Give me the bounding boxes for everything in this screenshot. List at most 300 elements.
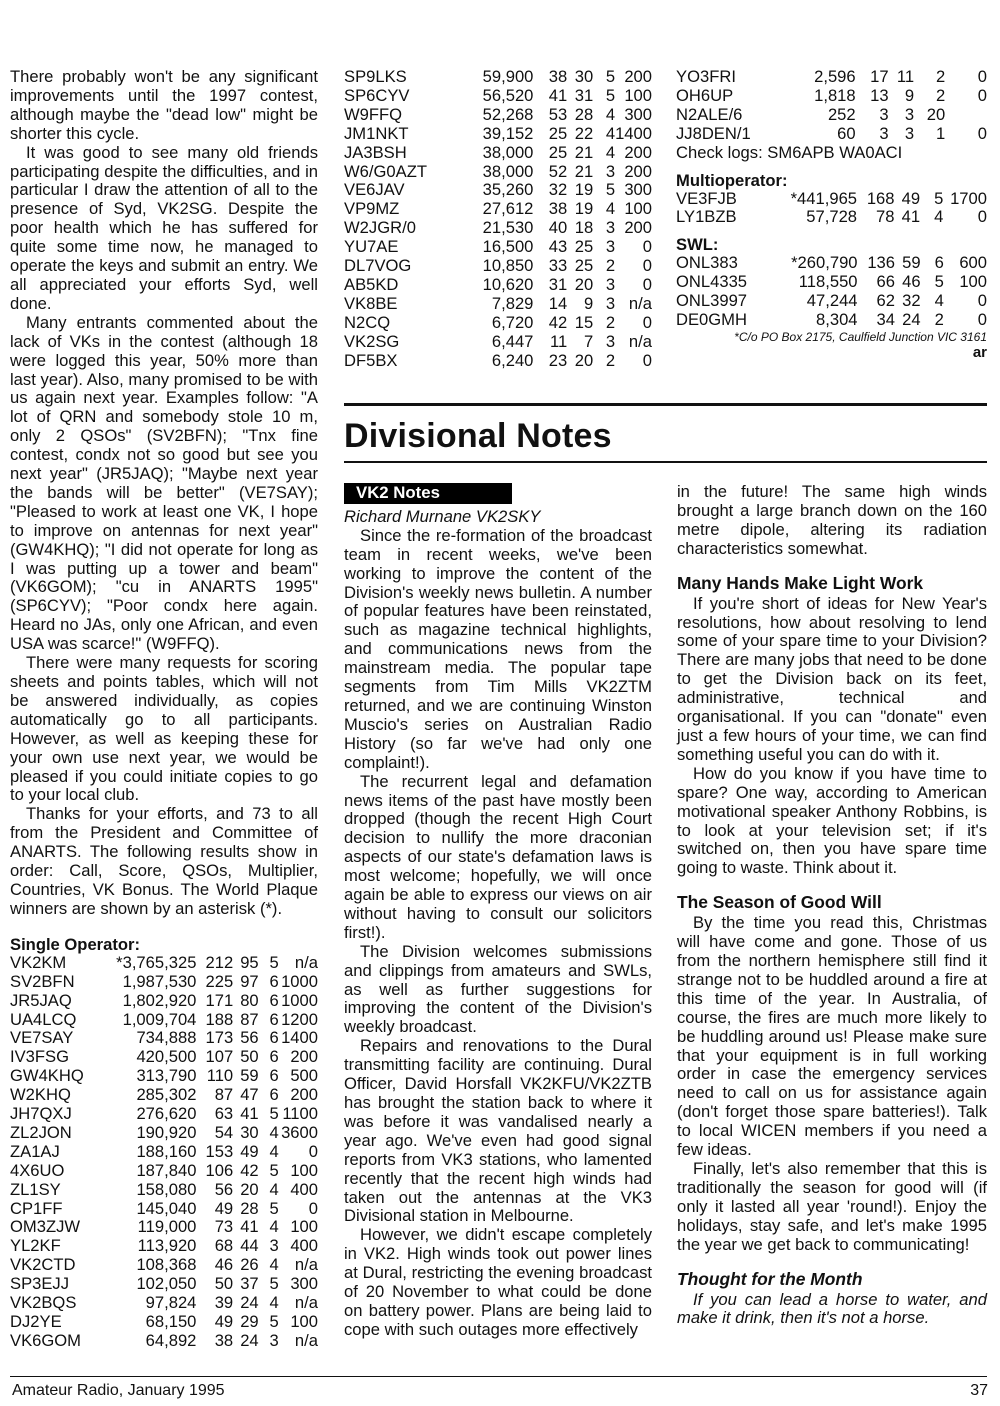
score-cell: 188,160: [136, 1141, 197, 1161]
score-cell: 5: [269, 1274, 279, 1294]
score-cell: 52: [548, 161, 568, 181]
score-cell: 35,260: [482, 180, 534, 200]
table-row: [10, 1048, 318, 1067]
callsign-cell: SP3EJJ: [10, 1274, 70, 1294]
results-list-right: [676, 68, 987, 363]
score-cell: 30: [240, 1122, 259, 1142]
score-cell: 50: [240, 1047, 259, 1067]
score-cell: n/a: [294, 1293, 318, 1313]
table-row: [344, 352, 652, 371]
score-cell: 188: [205, 1009, 234, 1029]
score-cell: 200: [624, 218, 652, 238]
score-cell: 0: [642, 256, 652, 276]
score-cell: n/a: [294, 1255, 318, 1275]
score-cell: 87: [214, 1085, 234, 1105]
score-cell: 5: [269, 1198, 279, 1218]
score-cell: 38,000: [482, 142, 534, 162]
callsign-cell: W2KHQ: [10, 1085, 71, 1105]
score-cell: 300: [624, 180, 652, 200]
table-row: [10, 1011, 318, 1030]
score-cell: 9: [583, 293, 594, 313]
table-row: [10, 1181, 318, 1200]
score-cell: 11: [550, 331, 568, 351]
score-cell: 31: [574, 85, 594, 105]
score-cell: 21,530: [482, 218, 534, 238]
swl-heading: SWL:: [676, 235, 719, 255]
table-row: [10, 1313, 318, 1332]
score-cell: 34: [876, 310, 895, 330]
score-cell: 0: [308, 1198, 318, 1218]
table-row: [10, 992, 318, 1011]
callsign-cell: N2ALE/6: [676, 104, 743, 124]
score-cell: 500: [290, 1066, 318, 1086]
score-cell: 600: [959, 253, 987, 273]
score-cell: 3: [605, 237, 616, 257]
table-row: [10, 973, 318, 992]
score-cell: 54: [214, 1122, 234, 1142]
score-cell: 200: [624, 67, 652, 86]
score-cell: 100: [959, 272, 987, 292]
page-title: Divisional Notes: [344, 417, 612, 455]
score-cell: 24: [240, 1293, 259, 1313]
score-cell: 49: [214, 1198, 234, 1218]
score-cell: 32: [902, 291, 921, 311]
table-row: [344, 276, 652, 295]
table-row: [344, 257, 652, 276]
score-cell: 49: [214, 1312, 234, 1331]
check-logs: Check logs: SM6APB WA0ACI: [676, 142, 903, 162]
score-cell: 38,000: [482, 161, 534, 181]
score-cell: 7: [583, 331, 594, 351]
score-cell: 59: [902, 253, 921, 273]
callsign-cell: DE0GMH: [676, 310, 747, 330]
callsign-cell: W6/G0AZT: [344, 161, 427, 181]
score-cell: 95: [240, 952, 259, 972]
score-cell: 4: [605, 142, 616, 162]
score-cell: n/a: [294, 952, 318, 972]
score-cell: 47: [240, 1085, 259, 1105]
score-cell: 4: [269, 1293, 279, 1313]
score-cell: 7,829: [491, 293, 534, 313]
table-row: [10, 1256, 318, 1275]
score-cell: 2,596: [814, 67, 856, 86]
table-row: [10, 1029, 318, 1048]
swl-table: [676, 254, 987, 330]
single-operator-table-cont: [344, 68, 652, 371]
score-cell: 17: [870, 67, 889, 86]
score-cell: 56: [214, 1179, 234, 1199]
score-cell: 6: [269, 1028, 279, 1048]
score-cell: 734,888: [136, 1028, 197, 1048]
score-cell: 5: [269, 952, 279, 972]
score-cell: 0: [977, 85, 987, 105]
score-cell: 187,840: [136, 1160, 197, 1180]
score-cell: 113,920: [137, 1236, 197, 1256]
score-cell: 5: [934, 272, 944, 292]
score-cell: 200: [624, 142, 652, 162]
score-cell: 20: [240, 1179, 259, 1199]
callsign-cell: DJ2YE: [10, 1312, 62, 1331]
score-cell: 50: [214, 1274, 234, 1294]
score-cell: 3: [605, 161, 616, 181]
score-cell: 5: [269, 1312, 279, 1331]
score-cell: 38: [548, 199, 568, 219]
address-footnote: *C/o PO Box 2175, Caulfield Junction VIC 3161: [734, 329, 987, 344]
score-cell: 38: [214, 1330, 234, 1350]
callsign-cell: GW4KHQ: [10, 1066, 84, 1086]
callsign-cell: SP6CYV: [344, 85, 410, 105]
score-cell: 252: [827, 104, 856, 124]
score-cell: 153: [205, 1141, 234, 1161]
table-row: [344, 333, 652, 352]
table-row: [676, 68, 987, 87]
score-cell: *441,965: [790, 188, 858, 208]
score-cell: 3: [605, 293, 616, 313]
score-cell: 400: [290, 1236, 318, 1256]
score-cell: 1,818: [814, 85, 856, 105]
score-cell: 110: [206, 1066, 234, 1086]
score-cell: 313,790: [136, 1066, 197, 1086]
score-cell: 16,500: [482, 237, 534, 257]
score-cell: n/a: [628, 331, 652, 351]
score-cell: 41: [548, 85, 568, 105]
score-cell: 43: [548, 237, 568, 257]
table-row: [676, 125, 987, 144]
table-row: [10, 1218, 318, 1237]
score-cell: n/a: [294, 1330, 318, 1350]
score-cell: 49: [240, 1141, 259, 1161]
score-cell: 1400: [281, 1028, 318, 1048]
paragraph: However, we didn't escape completely in VK2. High winds took out power lines at Dural, restricting the evening broadcast of 20 November to what could be done on battery power. Plans are being laid to cope with such outages more effectively: [344, 1225, 652, 1339]
score-cell: 21: [574, 142, 594, 162]
score-cell: 22: [574, 123, 594, 143]
callsign-cell: VK6GOM: [10, 1330, 82, 1350]
single-operator-table-end: [676, 68, 987, 144]
single-operator-table: [10, 954, 318, 1351]
score-cell: 25: [574, 237, 594, 257]
score-cell: 19: [574, 199, 594, 219]
callsign-cell: UA4LCQ: [10, 1009, 77, 1029]
callsign-cell: JR5JAQ: [10, 990, 72, 1010]
callsign-cell: W9FFQ: [344, 104, 403, 124]
callsign-cell: ZL2JON: [10, 1122, 72, 1142]
table-row: [344, 314, 652, 333]
footer-publication: Amateur Radio, January 1995: [12, 1382, 225, 1399]
score-cell: 285,302: [136, 1085, 197, 1105]
score-cell: 0: [977, 310, 987, 330]
score-cell: 41: [240, 1217, 259, 1237]
score-cell: 59,900: [482, 67, 534, 86]
paragraph: It was good to see many old friends participating despite the difficulties, and in particular I draw the attention of all to the presence of Syd, VK2SG. Despite the poor health which he has suffered for quite some time now, he managed to operate the keys and submit an entry. We all appreciated your efforts Syd, well done.: [10, 142, 318, 313]
score-cell: 6: [269, 1085, 279, 1105]
table-row: [676, 254, 987, 273]
table-row: [676, 273, 987, 292]
score-cell: 32: [548, 180, 568, 200]
score-cell: 97: [240, 971, 259, 991]
score-cell: 5: [934, 188, 944, 208]
score-cell: 3: [605, 274, 616, 294]
score-cell: 4: [269, 1217, 279, 1237]
score-cell: 0: [977, 207, 987, 227]
vk2-notes-body: [344, 527, 652, 1340]
score-cell: 3: [879, 123, 889, 143]
score-cell: 0: [642, 350, 652, 370]
score-cell: 6: [269, 1066, 279, 1086]
callsign-cell: JJ8DEN/1: [676, 123, 751, 143]
score-cell: 37: [240, 1274, 259, 1294]
subheading-many-hands: Many Hands Make Light Work: [677, 572, 924, 593]
results-commentary: [10, 68, 318, 919]
score-cell: 57,728: [806, 207, 858, 227]
score-cell: 33: [548, 256, 568, 276]
score-cell: 28: [574, 104, 594, 124]
score-cell: 100: [290, 1217, 318, 1237]
table-row: [10, 1143, 318, 1162]
score-cell: 1700: [950, 188, 987, 208]
callsign-cell: DL7VOG: [344, 256, 412, 276]
callsign-cell: JM1NKT: [344, 123, 409, 143]
results-list-middle: [344, 68, 652, 371]
table-row: [676, 87, 987, 106]
score-cell: 41: [240, 1104, 259, 1124]
table-row: [10, 1237, 318, 1256]
score-cell: 1000: [281, 971, 318, 991]
score-cell: 3: [904, 104, 915, 124]
paragraph: The Division welcomes submissions and clippings from amateurs and SWLs, as well as further suggestions for improving the content of the Division's weekly broadcast.: [344, 941, 652, 1037]
multioperator-table: [676, 190, 987, 228]
score-cell: 97,824: [145, 1293, 197, 1313]
callsign-cell: AB5KD: [344, 274, 399, 294]
score-cell: 212: [205, 952, 234, 972]
callsign-cell: VK8BE: [344, 293, 398, 313]
score-cell: 119,000: [137, 1217, 197, 1237]
score-cell: 4: [605, 123, 616, 143]
score-cell: [945, 106, 987, 125]
score-cell: 4: [605, 104, 616, 124]
score-cell: 0: [977, 67, 987, 86]
score-cell: 6,447: [491, 331, 534, 351]
callsign-cell: VE7SAY: [10, 1028, 74, 1048]
score-cell: 4: [269, 1179, 279, 1199]
score-cell: 20: [574, 350, 594, 370]
score-cell: 200: [290, 1047, 318, 1067]
score-cell: 4: [934, 207, 944, 227]
score-cell: 30: [574, 67, 594, 86]
callsign-cell: VK2CTD: [10, 1255, 76, 1275]
score-cell: 1,802,920: [122, 990, 197, 1010]
score-cell: 20: [926, 104, 946, 124]
score-cell: 20: [574, 274, 594, 294]
score-cell: 102,050: [136, 1274, 197, 1294]
score-cell: 52,268: [482, 104, 534, 124]
table-row: [676, 106, 987, 125]
callsign-cell: SP9LKS: [344, 67, 407, 86]
score-cell: 2: [605, 350, 616, 370]
score-cell: 53: [548, 104, 568, 124]
callsign-cell: YL2KF: [10, 1236, 61, 1256]
callsign-cell: YO3FRI: [676, 67, 736, 86]
score-cell: 39,152: [482, 123, 534, 143]
table-row: [344, 181, 652, 200]
table-row: [10, 1124, 318, 1143]
table-row: [344, 144, 652, 163]
paragraph: How do you know if you have time to spare? One way, according to American motivational speaker Anthony Robbins, is to look at your television set; if it's switched on, then you have spare time going to waste. Think about it.: [677, 763, 987, 878]
score-cell: 38: [548, 67, 568, 86]
score-cell: 173: [205, 1028, 234, 1048]
score-cell: n/a: [628, 293, 652, 313]
score-cell: 0: [977, 123, 987, 143]
score-cell: 40: [548, 218, 568, 238]
table-row: [676, 311, 987, 330]
score-cell: 6,240: [491, 350, 534, 370]
subheading-thought-month: Thought for the Month: [677, 1268, 863, 1289]
score-cell: 5: [605, 85, 616, 105]
callsign-cell: LY1BZB: [676, 207, 737, 227]
score-cell: 3: [269, 1330, 279, 1350]
score-cell: 1,987,530: [122, 971, 197, 991]
score-cell: 100: [290, 1312, 318, 1331]
score-cell: 9: [904, 85, 915, 105]
score-cell: 4: [605, 199, 616, 219]
title-underline: [344, 461, 987, 463]
callsign-cell: VE6JAV: [344, 180, 405, 200]
column-right: [677, 483, 987, 1328]
score-cell: 19: [574, 180, 594, 200]
table-row: [676, 190, 987, 209]
score-cell: 6: [269, 1047, 279, 1067]
callsign-cell: 4X6UO: [10, 1160, 65, 1180]
season-good-will-body: [677, 914, 987, 1254]
score-cell: 29: [240, 1312, 259, 1331]
column-middle: [344, 483, 652, 1340]
callsign-cell: N2CQ: [344, 312, 391, 332]
callsign-cell: YU7AE: [344, 237, 399, 257]
score-cell: 168: [866, 188, 895, 208]
score-cell: 10,850: [482, 256, 534, 276]
score-cell: 15: [574, 312, 594, 332]
score-cell: 1200: [281, 1009, 318, 1029]
callsign-cell: VK2KM: [10, 952, 67, 972]
score-cell: 2: [935, 67, 946, 86]
score-cell: 46: [902, 272, 921, 292]
table-row: [344, 238, 652, 257]
score-cell: 300: [290, 1274, 318, 1294]
score-cell: 100: [624, 85, 652, 105]
score-cell: 0: [642, 274, 652, 294]
score-cell: 0: [642, 237, 652, 257]
paragraph: Repairs and renovations to the Dural transmitting facility are continuing. Dural Officer, David Horsfall VK2KFU/VK2ZTB has brought the station back to where it was before it was vandalised nearly a year ago. We've even had good signal reports from VK3 stations, who lamented recently that the recent high winds had taken out the antennas at the VK3 Divisional station in Melbourne.: [344, 1036, 652, 1226]
score-cell: 300: [624, 104, 652, 124]
score-cell: 14: [548, 293, 568, 313]
score-cell: 3: [605, 331, 616, 351]
score-cell: 56: [240, 1028, 259, 1048]
table-row: [10, 1294, 318, 1313]
callsign-cell: ONL4335: [676, 272, 748, 292]
score-cell: 68: [214, 1236, 234, 1256]
score-cell: 100: [290, 1160, 318, 1180]
callsign-cell: VK2BQS: [10, 1293, 77, 1313]
score-cell: 200: [290, 1085, 318, 1105]
score-cell: 25: [548, 142, 568, 162]
table-row: [344, 295, 652, 314]
score-cell: 24: [902, 310, 921, 330]
score-cell: *3,765,325: [116, 952, 197, 972]
column-left: [10, 68, 318, 1351]
callsign-cell: ONL383: [676, 253, 738, 273]
paragraph: Since the re-formation of the broadcast team in recent weeks, we've been working to improve the content of the Division's weekly news bulletin. A number of popular features have been reinstated, such as magazine technical highlights, and communications news from the mainstream media. The popular tape segments from Tim Mills VK2ZTM returned, and we are continuing Winston Muscio's series on Australian Radio History (so far we've had only one complaint!).: [344, 525, 652, 772]
paragraph: The recurrent legal and defamation news items of the past have mostly been dropped (though the recent High Court decision to nullify the more draconian aspects of our state's defamation laws is most welcome; hopefully, we will once again be able to express our views on air without having to consult our solicitors first!).: [344, 771, 652, 942]
score-cell: 26: [240, 1255, 259, 1275]
score-cell: 6,720: [491, 312, 534, 332]
score-cell: 3: [879, 104, 889, 124]
paragraph: If you're short of ideas for New Year's resolutions, how about resolving to lend some of your spare time to your Division? There are many jobs that need to be done to get the Division back on its feet, administrative, technical and organisational. If you can "donate" even just a few hours of your time, we can find something useful you can do with it.: [677, 593, 987, 764]
continued-paragraph: in the future! The same high winds brought a large branch down on the 160 metre dipole, altering its radiation characteristics somewhat.: [677, 482, 987, 558]
score-cell: 64,892: [145, 1330, 197, 1350]
score-cell: 2: [934, 310, 944, 330]
table-row: [10, 1275, 318, 1294]
callsign-cell: DF5BX: [344, 350, 398, 370]
score-cell: 63: [214, 1104, 234, 1124]
multioperator-heading: Multioperator:: [676, 170, 788, 190]
score-cell: 25: [574, 256, 594, 276]
callsign-cell: VK2SG: [344, 331, 400, 351]
score-cell: 106: [205, 1160, 234, 1180]
score-cell: 66: [876, 272, 895, 292]
score-cell: 4: [269, 1255, 279, 1275]
paragraph: By the time you read this, Christmas will have come and gone. Those of us from the northern hemisphere still find it strange not to be huddled around a fire at this time of the year. In Australia, of course, the fires are much more likely to be huddling around us! Please make sure that your equipment is in full working order in case the emergency services need to call on us for assistance again (don't forget those spare batteries!). Talk to local WICEN members if you need a few ideas.: [677, 913, 987, 1160]
score-cell: 108,368: [136, 1255, 197, 1275]
score-cell: 2: [605, 256, 616, 276]
score-cell: 6: [934, 253, 944, 273]
footer-rule: [10, 1376, 987, 1377]
score-cell: 6: [269, 1009, 279, 1029]
table-row: [344, 219, 652, 238]
score-cell: 6: [269, 971, 279, 991]
score-cell: 1400: [615, 123, 652, 143]
single-operator-heading: Single Operator:: [10, 934, 141, 954]
score-cell: 2: [935, 85, 946, 105]
callsign-cell: W2JGR/0: [344, 218, 416, 238]
score-cell: 1000: [281, 990, 318, 1010]
score-cell: 1: [935, 123, 946, 143]
score-cell: 47,244: [806, 291, 858, 311]
callsign-cell: ZL1SY: [10, 1179, 61, 1199]
score-cell: 73: [214, 1217, 234, 1237]
score-cell: 2: [605, 312, 616, 332]
table-row: [344, 87, 652, 106]
score-cell: 4: [269, 1122, 279, 1142]
score-cell: 4: [269, 1141, 279, 1161]
byline: Richard Murnane VK2SKY: [344, 506, 541, 526]
score-cell: 0: [642, 312, 652, 332]
score-cell: 4: [934, 291, 944, 311]
score-cell: 59: [240, 1066, 259, 1086]
paragraph: There probably won't be any significant improvements until the 1997 contest, although maybe the "dead low" might be shorter this cycle.: [10, 67, 318, 143]
score-cell: 3: [904, 123, 915, 143]
score-cell: 1100: [282, 1104, 318, 1124]
score-cell: 5: [605, 67, 616, 86]
table-row: [10, 1105, 318, 1124]
score-cell: *260,790: [791, 253, 858, 273]
score-cell: 25: [548, 123, 568, 143]
score-cell: 158,080: [136, 1179, 197, 1199]
score-cell: 68,150: [145, 1312, 197, 1331]
score-cell: 200: [624, 161, 652, 181]
callsign-cell: SV2BFN: [10, 971, 75, 991]
score-cell: 0: [308, 1141, 318, 1161]
callsign-cell: JH7QXJ: [10, 1104, 72, 1124]
thought-quote: If you can lead a horse to water, and make it drink, then it's not a horse.: [677, 1289, 987, 1328]
